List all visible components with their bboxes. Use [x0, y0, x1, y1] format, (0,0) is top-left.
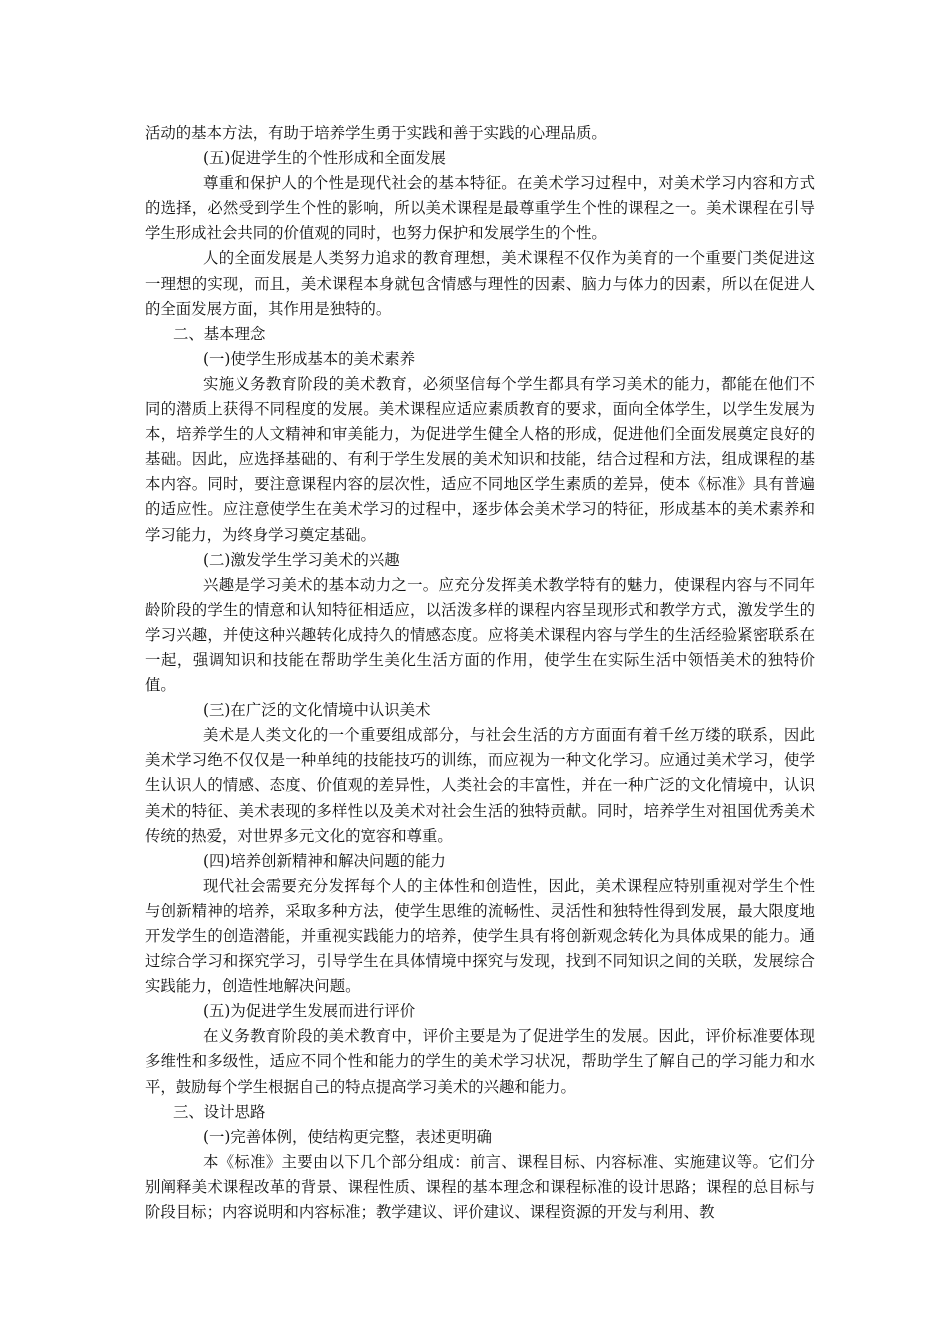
paragraph: 本《标准》主要由以下几个部分组成：前言、课程目标、内容标准、实施建议等。它们分别阐释美术课程改革的背景、课程性质、课程的基本理念和课程标准的设计思路；课程的总目标与阶段目标；内容说明和内容标准；教学建议、评价建议、课程资源的开发与利用、教: [145, 1152, 815, 1222]
subsection-heading: (一)使学生形成基本的美术素养: [203, 349, 416, 368]
section-heading: 三、设计思路: [173, 1102, 266, 1121]
paragraph: 人的全面发展是人类努力追求的教育理想，美术课程不仅作为美育的一个重要门类促进这一理想的实现，而且，美术课程本身就包含情感与理性的因素、脑力与体力的因素，所以在促进人的全面发展方面，其作用是独特的。: [145, 249, 815, 318]
paragraph: 在义务教育阶段的美术教育中，评价主要是为了促进学生的发展。因此，评价标准要体现多维性和多级性，适应不同个性和能力的学生的美术学习状况，帮助学生了解自己的学习能力和水平，鼓励每个学生根据自己的特点提高学习美术的兴趣和能力。: [145, 1027, 815, 1096]
subsection-heading: (三)在广泛的文化情境中认识美术: [203, 701, 431, 720]
paragraph: 尊重和保护人的个性是现代社会的基本特征。在美术学习过程中，对美术学习内容和方式的选择，必然受到学生个性的影响，所以美术课程是最尊重学生个性的课程之一。美术课程在引导学生形成社会共同的价值观的同时，也努力保护和发展学生的个性。: [145, 174, 815, 243]
paragraph: 活动的基本方法，有助于培养学生勇于实践和善于实践的心理品质。: [145, 124, 607, 142]
paragraph: 实施义务教育阶段的美术教育，必须坚信每个学生都具有学习美术的能力，都能在他们不同的潜质上获得不同程度的发展。美术课程应适应素质教育的要求，面向全体学生，以学生发展为本，培养学生的人文精神和审美能力，为促进学生健全人格的形成，促进他们全面发展奠定良好的基础。因此，应选择基础的、有利于学生发展的美术知识和技能，结合过程和方法，组成课程的基本内容。同时，要注意课程内容的层次性，适应不同地区学生素质的差异，使本《标准》具有普遍的适应性。应注意使学生在美术学习的过程中，逐步体会美术学习的特征，形成基本的美术素养和学习能力，为终身学习奠定基础。: [145, 374, 815, 544]
subsection-heading: (五)为促进学生发展而进行评价: [203, 1002, 416, 1021]
section-heading: 二、基本理念: [173, 324, 266, 343]
subsection-heading: (二)激发学生学习美术的兴趣: [203, 550, 400, 569]
paragraph: 现代社会需要充分发挥每个人的主体性和创造性，因此，美术课程应特别重视对学生个性与创新精神的培养，采取多种方法，使学生思维的流畅性、灵活性和独特性得到发展，最大限度地开发学生的创造潜能，并重视实践能力的培养，使学生具有将创新观念转化为具体成果的能力。通过综合学习和探究学习，引导学生在具体情境中探究与发现，找到不同知识之间的关联，发展综合实践能力，创造性地解决问题。: [145, 876, 815, 996]
subsection-heading: (四)培养创新精神和解决问题的能力: [203, 851, 446, 870]
subsection-heading: (五)促进学生的个性形成和全面发展: [203, 149, 446, 168]
paragraph: 美术是人类文化的一个重要组成部分，与社会生活的方方面面有着千丝万缕的联系，因此美术学习绝不仅仅是一种单纯的技能技巧的训练，而应视为一种文化学习。应通过美术学习，使学生认识人的情感、态度、价值观的差异性，人类社会的丰富性，并在一种广泛的文化情境中，认识美术的特征、美术表现的多样性以及美术对社会生活的独特贡献。同时，培养学生对祖国优秀美术传统的热爱，对世界多元文化的宽容和尊重。: [145, 726, 815, 845]
subsection-heading: (一)完善体例，使结构更完整，表述更明确: [203, 1127, 493, 1146]
document-body: [145, 121, 815, 1225]
paragraph: 兴趣是学习美术的基本动力之一。应充分发挥美术教学特有的魅力，使课程内容与不同年龄阶段的学生的情意和认知特征相适应，以活泼多样的课程内容呈现形式和教学方式，激发学生的学习兴趣，并使这种兴趣转化成持久的情感态度。应将美术课程内容与学生的生活经验紧密联系在一起，强调知识和技能在帮助学生美化生活方面的作用，使学生在实际生活中领悟美术的独特价值。: [145, 575, 815, 695]
